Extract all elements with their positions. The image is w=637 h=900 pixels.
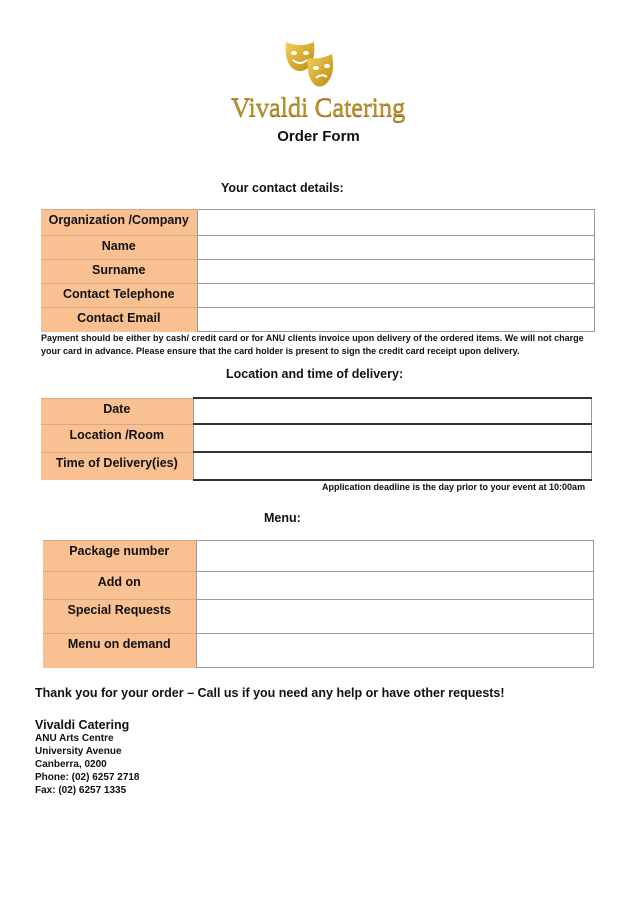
- organization-input[interactable]: [198, 216, 595, 230]
- fax-number: Fax: (02) 6257 1335: [35, 785, 127, 796]
- delivery-table: [41, 397, 592, 481]
- field-label: Location /Room: [41, 424, 193, 452]
- contact-heading: Your contact details:: [221, 181, 344, 195]
- brand-name: Vivaldi Catering: [230, 92, 406, 122]
- surname-field[interactable]: [197, 260, 595, 284]
- contact-row: [41, 236, 595, 260]
- email-input[interactable]: [198, 313, 595, 327]
- page-title: Order Form: [277, 128, 360, 145]
- field-label: Add on: [43, 572, 196, 600]
- field-label: Package number: [43, 541, 196, 572]
- organization-field[interactable]: [197, 210, 595, 236]
- special-requests-field[interactable]: [196, 600, 594, 634]
- address-line: ANU Arts Centre: [35, 733, 114, 744]
- company-address: [35, 718, 140, 797]
- contact-row: [41, 284, 595, 308]
- telephone-field[interactable]: [197, 284, 595, 308]
- field-label: Date: [41, 398, 193, 424]
- date-field[interactable]: [193, 398, 592, 424]
- add-on-field[interactable]: [196, 572, 594, 600]
- name-field[interactable]: [197, 236, 595, 260]
- delivery-row: [41, 398, 592, 424]
- phone-number: Phone: (02) 6257 2718: [35, 772, 140, 783]
- email-field[interactable]: [197, 308, 595, 332]
- name-input[interactable]: [198, 241, 595, 255]
- address-line: University Avenue: [35, 746, 122, 757]
- field-label: Menu on demand: [43, 634, 196, 668]
- delivery-heading: Location and time of delivery:: [226, 367, 404, 381]
- menu-on-demand-field[interactable]: [196, 634, 594, 668]
- menu-on-demand-input[interactable]: [197, 644, 594, 658]
- location-field[interactable]: [193, 424, 592, 452]
- field-label: Time of Delivery(ies): [41, 452, 193, 480]
- delivery-row: [41, 424, 592, 452]
- package-number-field[interactable]: [196, 541, 594, 572]
- field-label: Surname: [41, 260, 197, 284]
- logo: [228, 38, 408, 130]
- menu-row: [43, 572, 594, 600]
- special-requests-input[interactable]: [197, 610, 594, 624]
- menu-heading: Menu:: [264, 511, 301, 525]
- menu-row: [43, 634, 594, 668]
- surname-input[interactable]: [198, 265, 595, 279]
- thank-you-message: Thank you for your order – Call us if you need any help or have other requests!: [35, 686, 505, 700]
- delivery-time-field[interactable]: [193, 452, 592, 480]
- package-number-input[interactable]: [197, 549, 594, 563]
- menu-row: [43, 600, 594, 634]
- field-label: Contact Email: [41, 308, 197, 332]
- deadline-note: Application deadline is the day prior to your event at 10:00am: [322, 482, 586, 492]
- field-label: Special Requests: [43, 600, 196, 634]
- telephone-input[interactable]: [198, 289, 595, 303]
- company-name: Vivaldi Catering: [35, 718, 130, 732]
- field-label: Name: [41, 236, 197, 260]
- delivery-row: [41, 452, 592, 480]
- contact-row: [41, 210, 595, 236]
- contact-row: [41, 260, 595, 284]
- field-label: Organization /Company: [41, 210, 197, 236]
- payment-note: Payment should be either by cash/ credit card or for ANU clients invoice upon delivery of the ordered items. We will not charge your card in advance. Please ensure that the card holder is present to sign the credit card receipt upon delivery.: [41, 333, 584, 356]
- date-input[interactable]: [194, 404, 592, 418]
- menu-table: [43, 540, 594, 668]
- contact-table: [41, 209, 595, 332]
- delivery-time-input[interactable]: [194, 459, 592, 473]
- address-line: Canberra, 0200: [35, 759, 107, 770]
- location-input[interactable]: [194, 431, 592, 445]
- menu-row: [43, 541, 594, 572]
- theatre-masks-icon: [228, 38, 408, 94]
- add-on-input[interactable]: [197, 579, 594, 593]
- field-label: Contact Telephone: [41, 284, 197, 308]
- contact-row: [41, 308, 595, 332]
